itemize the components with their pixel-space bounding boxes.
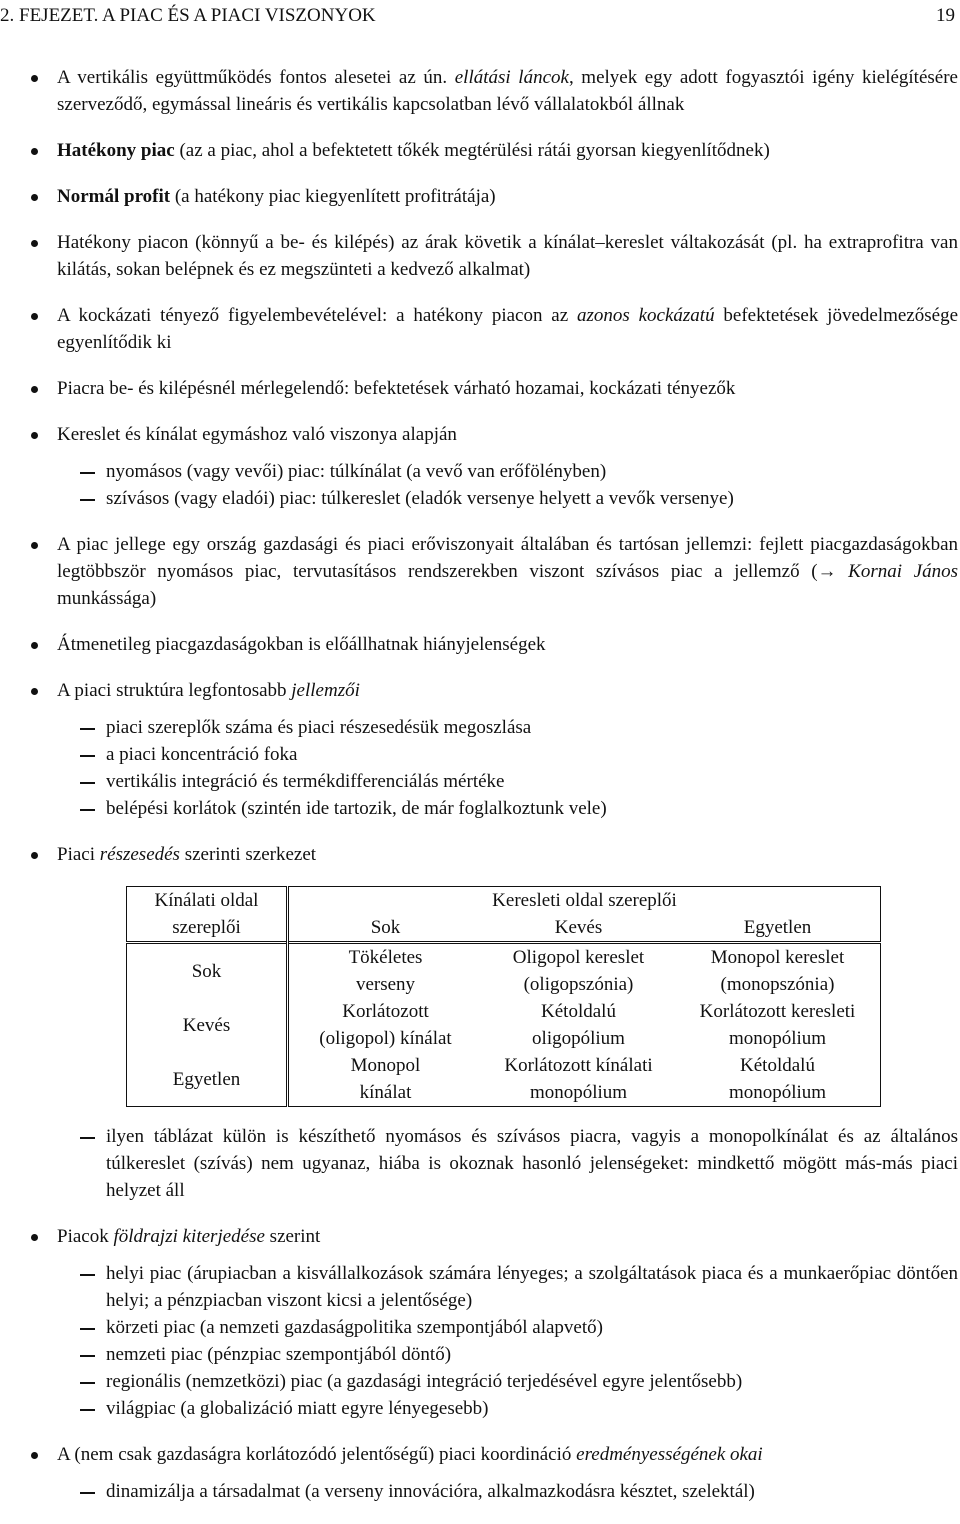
sublist-table-note: [0, 1123, 958, 1204]
list-item: dinamizálja a társadalmat (a verseny innovációra, alkalmazkodásra késztet, szelektál): [0, 1478, 958, 1505]
page-number: 19: [936, 5, 955, 26]
table-cell: Monopol kereslet: [675, 943, 881, 972]
bullet-market-character: A piac jellege egy ország gazdasági és piaci erőviszonyait általában és tartósan jellemzi: fejlett piacgazdaságokban legtöbbször nyomásos piac, tervutasításos rendszerekben viszont szívásos piac a jellemző (→ Kornai János munkássága): [0, 531, 958, 612]
sublist-market-structure: [0, 714, 958, 822]
bullet-market-share: Piaci részesedés szerinti szerkezet: [0, 841, 958, 868]
bullet-shortage: Átmenetileg piacgazdaságokban is előállhatnak hiányjelenségek: [0, 631, 958, 658]
list-item: regionális (nemzetközi) piac (a gazdasági integráció terjedésével egyre jelentősebb): [0, 1368, 958, 1395]
bullet-supply-demand: Kereslet és kínálat egymáshoz való viszonya alapján: [0, 421, 958, 448]
table-cell: (oligopol) kínálat: [288, 1025, 483, 1052]
term-efficient-market: Hatékony piac: [57, 140, 175, 161]
table-cell: Kétoldalú: [541, 1001, 616, 1022]
table-cell: Korlátozott kínálati: [504, 1055, 653, 1076]
table-col-header: Kevés: [554, 917, 603, 938]
list-item: vertikális integráció és termékdifferenciálás mértéke: [0, 768, 958, 795]
table-row-label: Egyetlen: [127, 1052, 288, 1107]
table-cell: (oligopszónia): [523, 974, 634, 995]
bullet-prices-follow: Hatékony piacon (könnyű a be- és kilépés) az árak követik a kínálat–kereslet váltakozását (pl. ha extraprofitra van kilátás, sokan belépnek és ez megszünteti a kedvező alkalmat): [0, 229, 958, 283]
table-col-header: Sok: [288, 914, 483, 943]
term-normal-profit: Normál profit: [57, 186, 171, 207]
table-row-label: Sok: [127, 943, 288, 999]
table-demand-header: Keresleti oldal szereplői: [288, 887, 881, 915]
table-cell: Oligopol kereslet: [482, 943, 675, 972]
table-cell: Korlátozott: [288, 998, 483, 1025]
list-item: ilyen táblázat külön is készíthető nyomásos és szívásos piacra, vagyis a monopolkínálat és az általános túlkereslet (szívás) nem ugyanaz, hiába is okoznak hasonló jelenségeket: mindkettő mögött más-más piaci helyzet áll: [0, 1123, 958, 1204]
table-cell: kínálat: [288, 1079, 483, 1107]
bullet-market-entry: Piacra be- és kilépésnél mérlegelendő: befektetések várható hozamai, kockázati tényezők: [0, 375, 958, 402]
sublist-supply-demand: [0, 458, 958, 512]
table-col-header: Egyetlen: [675, 914, 881, 943]
table-cell: verseny: [288, 971, 483, 998]
page-header: [0, 2, 955, 30]
list-item: piaci szereplők száma és piaci részesedésük megoszlása: [0, 714, 958, 741]
table-cell: monopólium: [482, 1079, 675, 1107]
bullet-normal-profit: Normál profit (a hatékony piac kiegyenlített profitrátája): [0, 183, 958, 210]
list-item: helyi piac (árupiacban a kisvállalkozások számára lényeges; a szolgáltatások piaca és a munkaerőpiac döntően helyi; a pénzpiacban viszont kicsi a jelentősége): [0, 1260, 958, 1314]
table-cell: Kétoldalú: [675, 1052, 881, 1079]
list-item: a piaci koncentráció foka: [0, 741, 958, 768]
bullet-risk-factor: A kockázati tényező figyelembevételével: a hatékony piacon az azonos kockázatú befektetések jövedelmezősége egyenlítődik ki: [0, 302, 958, 356]
list-item: nyomásos (vagy vevői) piac: túlkínálat (a vevő van erőfölényben): [0, 458, 958, 485]
list-item: belépési korlátok (szintén ide tartozik, de már foglalkoztunk vele): [0, 795, 958, 822]
bullet-vertical-cooperation: A vertikális együttműködés fontos alesetei az ún. ellátási láncok, melyek egy adott fogyasztói igény kielégítésére szerveződő, egymással lineáris és vertikális kapcsolatban lévő vállalatokból állnak: [0, 64, 958, 118]
table-cell: (monopszónia): [675, 971, 881, 998]
sublist-market-coordination: [0, 1478, 958, 1505]
list-item: szívásos (vagy eladói) piac: túlkereslet (eladók versenye helyett a vevők versenye): [0, 485, 958, 512]
bullet-efficient-market: Hatékony piac (az a piac, ahol a befektetett tőkék megtérülési rátái gyorsan kiegyenlítődnek): [0, 137, 958, 164]
table-cell: monopólium: [675, 1079, 881, 1107]
list-item: körzeti piac (a nemzeti gazdaságpolitika szempontjából alapvető): [0, 1314, 958, 1341]
table-cell: monopólium: [675, 1025, 881, 1052]
bullet-market-coordination: A (nem csak gazdaságra korlátozódó jelentőségű) piaci koordináció eredményességének okai: [0, 1441, 958, 1468]
bullet-market-structure: A piaci struktúra legfontosabb jellemzői: [0, 677, 958, 704]
table-corner-label: szereplői: [127, 914, 288, 943]
chapter-title: 2. FEJEZET. A PIAC ÉS A PIACI VISZONYOK: [0, 5, 376, 26]
table-cell: Korlátozott keresleti: [675, 998, 881, 1025]
page-body: [0, 64, 958, 1524]
table-cell: oligopólium: [532, 1028, 625, 1049]
table-corner-label: Kínálati oldal: [127, 887, 288, 915]
market-structure-table: [126, 886, 881, 1107]
list-item: világpiac (a globalizáció miatt egyre lényegesebb): [0, 1395, 958, 1422]
table-cell: Tökéletes: [288, 943, 483, 972]
table-row-label: Kevés: [127, 998, 288, 1052]
table-cell: Monopol: [288, 1052, 483, 1079]
sublist-geographic-extent: [0, 1260, 958, 1422]
list-item: nemzeti piac (pénzpiac szempontjából döntő): [0, 1341, 958, 1368]
bullet-geographic-extent: Piacok földrajzi kiterjedése szerint: [0, 1223, 958, 1250]
term-supply-chains: ellátási láncok: [454, 67, 569, 88]
